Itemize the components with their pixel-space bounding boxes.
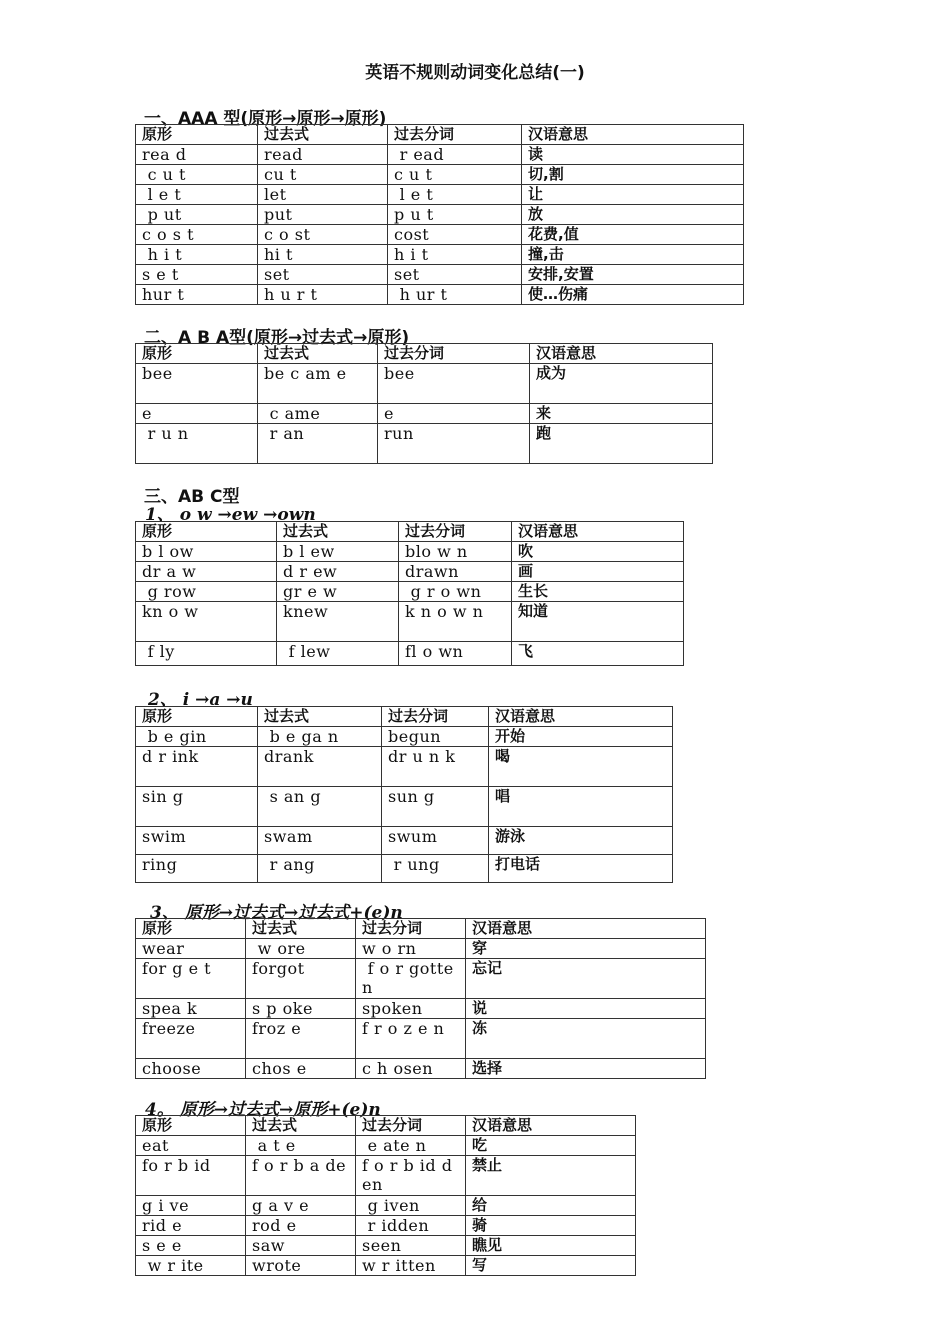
cell-past-tense: gr e w — [277, 582, 399, 602]
table-row — [136, 225, 744, 245]
table-row — [136, 205, 744, 225]
cell-past-tense: r an — [258, 424, 378, 464]
cell-base-form: dr a w — [136, 562, 277, 582]
table-row — [136, 1156, 636, 1196]
cell-base-form: s e e — [136, 1236, 246, 1256]
cell-base-form: d r ink — [136, 747, 258, 787]
cell-chinese-meaning: 生长 — [512, 582, 684, 602]
cell-past-participle: w r itten — [356, 1256, 466, 1276]
cell-chinese-meaning: 开始 — [489, 727, 673, 747]
cell-past-tense: saw — [246, 1236, 356, 1256]
table-row — [136, 165, 744, 185]
cell-past-tense: b e ga n — [258, 727, 382, 747]
cell-past-participle: begun — [382, 727, 489, 747]
cell-chinese-meaning: 穿 — [466, 939, 706, 959]
cell-chinese-meaning: 成为 — [530, 364, 713, 404]
cell-past-participle: h ur t — [388, 285, 522, 305]
cell-base-form: ring — [136, 855, 258, 883]
cell-past-tense: forgot — [246, 959, 356, 999]
cell-base-form: wear — [136, 939, 246, 959]
header-past-participle: 过去分词 — [378, 344, 530, 364]
cell-past-participle: r ung — [382, 855, 489, 883]
cell-past-tense: knew — [277, 602, 399, 642]
cell-past-participle: sun g — [382, 787, 489, 827]
table-row — [136, 747, 673, 787]
cell-base-form: rid e — [136, 1216, 246, 1236]
abc-en-verb-table — [135, 918, 706, 1079]
cell-past-tense: read — [258, 145, 388, 165]
header-chinese-meaning: 汉语意思 — [512, 522, 684, 542]
header-past-tense: 过去式 — [258, 125, 388, 145]
cell-past-tense: g a v e — [246, 1196, 356, 1216]
cell-chinese-meaning: 切,割 — [522, 165, 744, 185]
cell-base-form: spea k — [136, 999, 246, 1019]
table-header-row — [136, 1116, 636, 1136]
document-title: 英语不规则动词变化总结(一) — [365, 63, 585, 83]
cell-base-form: b l ow — [136, 542, 277, 562]
table-row — [136, 939, 706, 959]
cell-chinese-meaning: 瞧见 — [466, 1236, 636, 1256]
table-row — [136, 404, 713, 424]
cell-past-tense: f o r b a de — [246, 1156, 356, 1196]
table-header-row — [136, 522, 684, 542]
cell-past-participle: p u t — [388, 205, 522, 225]
cell-chinese-meaning: 打电话 — [489, 855, 673, 883]
cell-past-tense: b l ew — [277, 542, 399, 562]
table-row — [136, 855, 673, 883]
cell-past-tense: put — [258, 205, 388, 225]
cell-base-form: kn o w — [136, 602, 277, 642]
abc-base-en-verb-table — [135, 1115, 636, 1276]
header-chinese-meaning: 汉语意思 — [522, 125, 744, 145]
cell-chinese-meaning: 知道 — [512, 602, 684, 642]
header-chinese-meaning: 汉语意思 — [466, 1116, 636, 1136]
cell-past-tense: wrote — [246, 1256, 356, 1276]
table-row — [136, 787, 673, 827]
table-row — [136, 1196, 636, 1216]
section-3-3-label: 3、 原形→过去式→过去式+(e)n — [150, 903, 403, 923]
cell-base-form: p ut — [136, 205, 258, 225]
header-past-tense: 过去式 — [277, 522, 399, 542]
table-row — [136, 1236, 636, 1256]
cell-past-participle: e — [378, 404, 530, 424]
cell-past-tense: froz e — [246, 1019, 356, 1059]
cell-past-tense: r ang — [258, 855, 382, 883]
cell-base-form: w r ite — [136, 1256, 246, 1276]
cell-past-participle: e ate n — [356, 1136, 466, 1156]
cell-past-tense: s p oke — [246, 999, 356, 1019]
cell-base-form: sin g — [136, 787, 258, 827]
header-base-form: 原形 — [136, 1116, 246, 1136]
cell-base-form: rea d — [136, 145, 258, 165]
table-row — [136, 1019, 706, 1059]
cell-past-participle: fl o wn — [399, 642, 512, 666]
section-2-heading: 二、A B A型(原形→过去式→原形) — [144, 328, 410, 348]
header-base-form: 原形 — [136, 125, 258, 145]
cell-past-participle: f o r b id d en — [356, 1156, 466, 1196]
cell-chinese-meaning: 撞,击 — [522, 245, 744, 265]
cell-base-form: eat — [136, 1136, 246, 1156]
cell-chinese-meaning: 唱 — [489, 787, 673, 827]
table-row — [136, 542, 684, 562]
cell-past-participle: c u t — [388, 165, 522, 185]
table-row — [136, 827, 673, 855]
cell-base-form: s e t — [136, 265, 258, 285]
cell-past-participle: seen — [356, 1236, 466, 1256]
cell-past-participle: drawn — [399, 562, 512, 582]
section-3-1-label: 1、 o w →ew →own — [145, 505, 316, 525]
cell-base-form: g row — [136, 582, 277, 602]
header-base-form: 原形 — [136, 919, 246, 939]
header-base-form: 原形 — [136, 522, 277, 542]
cell-past-tense: drank — [258, 747, 382, 787]
cell-chinese-meaning: 冻 — [466, 1019, 706, 1059]
table-row — [136, 1216, 636, 1236]
cell-past-participle: l e t — [388, 185, 522, 205]
header-past-participle: 过去分词 — [399, 522, 512, 542]
cell-past-participle: k n o w n — [399, 602, 512, 642]
table-header-row — [136, 344, 713, 364]
cell-past-tense: c o st — [258, 225, 388, 245]
cell-past-tense: set — [258, 265, 388, 285]
table-row — [136, 424, 713, 464]
aaa-verb-table — [135, 124, 744, 305]
header-past-participle: 过去分词 — [382, 707, 489, 727]
table-row — [136, 285, 744, 305]
cell-chinese-meaning: 说 — [466, 999, 706, 1019]
header-chinese-meaning: 汉语意思 — [466, 919, 706, 939]
table-header-row — [136, 707, 673, 727]
cell-chinese-meaning: 花费,值 — [522, 225, 744, 245]
cell-chinese-meaning: 写 — [466, 1256, 636, 1276]
table-row — [136, 265, 744, 285]
cell-base-form: c o s t — [136, 225, 258, 245]
cell-past-tense: chos e — [246, 1059, 356, 1079]
cell-chinese-meaning: 使…伤痛 — [522, 285, 744, 305]
cell-past-participle: blo w n — [399, 542, 512, 562]
cell-base-form: hur t — [136, 285, 258, 305]
cell-past-tense: cu t — [258, 165, 388, 185]
cell-chinese-meaning: 放 — [522, 205, 744, 225]
cell-past-participle: cost — [388, 225, 522, 245]
table-header-row — [136, 919, 706, 939]
cell-past-tense: be c am e — [258, 364, 378, 404]
cell-past-tense: hi t — [258, 245, 388, 265]
cell-past-tense: swam — [258, 827, 382, 855]
cell-base-form: e — [136, 404, 258, 424]
cell-past-participle: dr u n k — [382, 747, 489, 787]
cell-base-form: b e gin — [136, 727, 258, 747]
cell-chinese-meaning: 飞 — [512, 642, 684, 666]
cell-base-form: r u n — [136, 424, 258, 464]
cell-past-participle: set — [388, 265, 522, 285]
table-row — [136, 1136, 636, 1156]
cell-base-form: l e t — [136, 185, 258, 205]
table-row — [136, 1256, 636, 1276]
cell-past-participle: h i t — [388, 245, 522, 265]
cell-past-participle: g r o wn — [399, 582, 512, 602]
cell-chinese-meaning: 骑 — [466, 1216, 636, 1236]
cell-base-form: choose — [136, 1059, 246, 1079]
cell-past-participle: swum — [382, 827, 489, 855]
header-past-participle: 过去分词 — [356, 919, 466, 939]
cell-past-tense: w ore — [246, 939, 356, 959]
cell-past-tense: rod e — [246, 1216, 356, 1236]
cell-past-tense: d r ew — [277, 562, 399, 582]
cell-chinese-meaning: 让 — [522, 185, 744, 205]
cell-past-participle: f r o z e n — [356, 1019, 466, 1059]
cell-past-tense: let — [258, 185, 388, 205]
table-row — [136, 1059, 706, 1079]
table-row — [136, 145, 744, 165]
cell-base-form: for g e t — [136, 959, 246, 999]
cell-past-tense: a t e — [246, 1136, 356, 1156]
table-header-row — [136, 125, 744, 145]
table-row — [136, 245, 744, 265]
cell-past-participle: spoken — [356, 999, 466, 1019]
cell-chinese-meaning: 画 — [512, 562, 684, 582]
table-row — [136, 562, 684, 582]
cell-chinese-meaning: 禁止 — [466, 1156, 636, 1196]
header-past-tense: 过去式 — [258, 707, 382, 727]
cell-past-tense: h u r t — [258, 285, 388, 305]
cell-chinese-meaning: 吃 — [466, 1136, 636, 1156]
cell-past-participle: c h osen — [356, 1059, 466, 1079]
cell-base-form: g i ve — [136, 1196, 246, 1216]
section-1-heading: 一、AAA 型(原形→原形→原形) — [144, 109, 387, 129]
cell-past-tense: f lew — [277, 642, 399, 666]
cell-past-participle: r ead — [388, 145, 522, 165]
cell-past-tense: c ame — [258, 404, 378, 424]
cell-chinese-meaning: 给 — [466, 1196, 636, 1216]
cell-base-form: fo r b id — [136, 1156, 246, 1196]
cell-chinese-meaning: 选择 — [466, 1059, 706, 1079]
header-chinese-meaning: 汉语意思 — [489, 707, 673, 727]
abc-ow-verb-table — [135, 521, 684, 666]
header-past-tense: 过去式 — [246, 919, 356, 939]
cell-past-tense: s an g — [258, 787, 382, 827]
table-row — [136, 364, 713, 404]
header-past-tense: 过去式 — [258, 344, 378, 364]
cell-chinese-meaning: 游泳 — [489, 827, 673, 855]
aba-verb-table — [135, 343, 713, 464]
cell-chinese-meaning: 来 — [530, 404, 713, 424]
table-row — [136, 642, 684, 666]
cell-past-participle: w o rn — [356, 939, 466, 959]
cell-base-form: freeze — [136, 1019, 246, 1059]
abc-iau-verb-table — [135, 706, 673, 883]
cell-base-form: c u t — [136, 165, 258, 185]
section-3-heading: 三、AB C型 — [144, 487, 240, 507]
table-row — [136, 727, 673, 747]
cell-chinese-meaning: 安排,安置 — [522, 265, 744, 285]
table-row — [136, 959, 706, 999]
header-base-form: 原形 — [136, 344, 258, 364]
table-row — [136, 582, 684, 602]
table-row — [136, 602, 684, 642]
cell-past-participle: r idden — [356, 1216, 466, 1236]
cell-past-participle: g iven — [356, 1196, 466, 1216]
section-3-2-label: 2、 i →a →u — [148, 690, 253, 710]
cell-base-form: f ly — [136, 642, 277, 666]
cell-base-form: h i t — [136, 245, 258, 265]
cell-base-form: swim — [136, 827, 258, 855]
table-row — [136, 999, 706, 1019]
header-base-form: 原形 — [136, 707, 258, 727]
header-chinese-meaning: 汉语意思 — [530, 344, 713, 364]
cell-chinese-meaning: 忘记 — [466, 959, 706, 999]
table-row — [136, 185, 744, 205]
header-past-tense: 过去式 — [246, 1116, 356, 1136]
header-past-participle: 过去分词 — [388, 125, 522, 145]
header-past-participle: 过去分词 — [356, 1116, 466, 1136]
cell-chinese-meaning: 吹 — [512, 542, 684, 562]
cell-past-participle: run — [378, 424, 530, 464]
cell-chinese-meaning: 读 — [522, 145, 744, 165]
cell-chinese-meaning: 喝 — [489, 747, 673, 787]
cell-base-form: bee — [136, 364, 258, 404]
cell-chinese-meaning: 跑 — [530, 424, 713, 464]
cell-past-participle: f o r gotten — [356, 959, 466, 999]
cell-past-participle: bee — [378, 364, 530, 404]
section-3-4-label: 4。 原形→过去式→原形+(e)n — [145, 1100, 381, 1120]
